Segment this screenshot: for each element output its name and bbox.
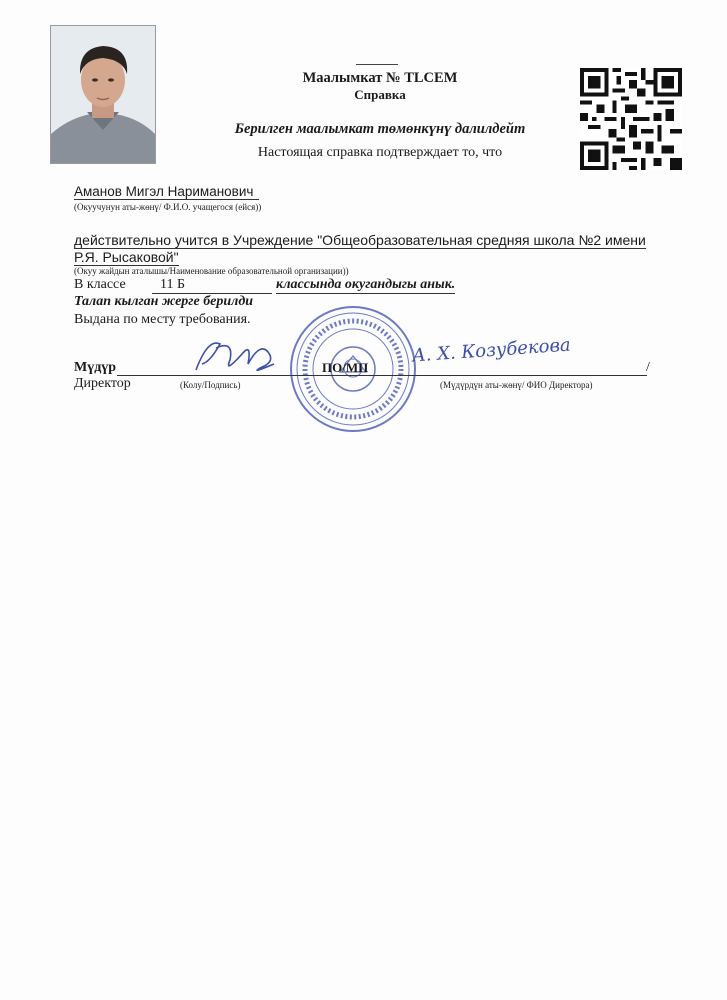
director-fio-caption: (Мүдүрдүн аты-жөнү/ ФИО Директора) xyxy=(440,380,593,390)
signature-slash: / xyxy=(646,360,650,375)
director-label-kg: Мүдүр xyxy=(74,360,117,375)
student-name-caption: (Окуучунун аты-жөнү/ Ф.И.О. учащегося (ейся)) xyxy=(74,202,262,212)
document-title: Маалымкат № TLCEM xyxy=(302,70,458,86)
organization-text: действительно учится в Учреждение "Общеобразовательная средняя школа №2 имени Р.Я. Рысаковой" xyxy=(74,232,646,265)
confirm-text-kg: Берилген маалымкат төмөнкүнү далилдейт xyxy=(234,121,526,137)
stamp-placeholder-label: ПО/МП xyxy=(322,360,369,375)
grade-value: 11 Б xyxy=(160,277,186,292)
student-name: Аманов Мигэл Нариманович xyxy=(74,184,259,200)
issued-text-kg: Талап кылган жерге берилди xyxy=(74,294,254,309)
director-label-ru: Директор xyxy=(74,376,131,391)
director-handwritten-name: А. Х. Козубекова xyxy=(411,334,572,367)
issued-text-ru: Выдана по месту требования. xyxy=(74,312,251,327)
organization-statement xyxy=(74,232,654,266)
confirm-text-ru: Настоящая справка подтверждает то, что xyxy=(257,145,503,160)
grade-text-kg: классында окугандыгы анык. xyxy=(276,277,456,292)
signature-caption: (Колу/Подпись) xyxy=(180,380,241,390)
organization-caption: (Окуу жайдын аталышы/Наименование образовательной организации)) xyxy=(74,266,349,276)
director-signature xyxy=(190,334,280,378)
grade-label: В классе xyxy=(74,277,126,292)
document-subtitle: Справка xyxy=(354,87,406,102)
student-photo xyxy=(50,25,156,164)
title-rule xyxy=(356,64,398,65)
